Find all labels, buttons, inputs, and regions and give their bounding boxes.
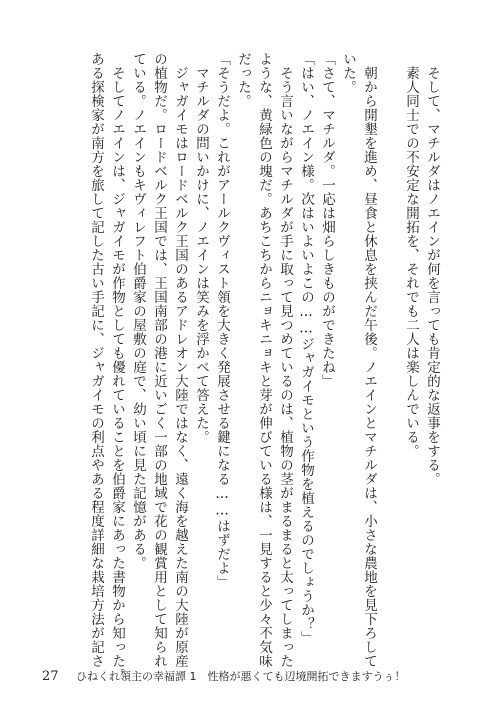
text-line: そう言いながらマチルダが手に取って見つめているのは、植物の茎がまるまると太ってしまった — [277, 65, 293, 668]
text-line: ある探検家が南方を旅して記した古い手記に、ジャガイモの利点やある程度詳細な栽培方法が記さ — [88, 52, 104, 668]
text-line: マチルダの問いかけに、ノエインは笑みを浮かべて答えた。 — [193, 65, 209, 444]
page-footer — [42, 668, 406, 684]
text-line: そして、マチルダはノエインが何を言っても肯定的な返事をする。 — [424, 65, 440, 486]
dialogue-line: 「はい、ノエイン様。次はいよいよこの……ジャガイモという作物を植えるのでしょうか？」 — [298, 52, 314, 645]
text-line: ような、黄緑色の塊だ。あちこちからニョキニョキと芽が伸びている様は、一見すると少々不気味 — [256, 52, 272, 668]
dialogue-line: 「そうだよ。これがアールクヴィスト領を大きく発展させる鍵になる……はずだよ」 — [214, 52, 230, 589]
dialogue-line: 「さて、マチルダ。一応は畑らしきものができたね」 — [319, 52, 335, 388]
text-line: だった。 — [235, 52, 251, 108]
text-line: ジャガイモはロードベルク王国のあるアドレオン大陸ではなく、遠く海を越えた南の大陸が原産 — [172, 65, 188, 668]
text-line: ている。ノエインもキヴィレフト伯爵家の屋敷の庭で、幼い頃に見た記憶がある。 — [130, 52, 146, 570]
text-line: そしてノエインは、ジャガイモが作物としても優れていることを伯爵家にあった書物から知った。 — [109, 65, 125, 682]
text-line: の植物だ。ロードベルク王国では、王国南部の港に近いごく一部の地域で花の観賞用として知られ — [151, 52, 167, 668]
text-line: いた。 — [340, 52, 356, 94]
running-title: ひねくれ領主の幸福譚 1 性格が悪くても辺境開拓できますうぅ！ — [76, 670, 406, 683]
text-line: 素人同士での不安定な開拓を、それでも二人は楽しんでいる。 — [403, 65, 419, 458]
page-number: 27 — [42, 669, 59, 684]
blank-line — [379, 52, 400, 652]
text-line: 朝から開墾を進め、昼食と休息を挟んだ午後。ノエインとマチルダは、小さな農地を見下ろして — [361, 65, 377, 668]
